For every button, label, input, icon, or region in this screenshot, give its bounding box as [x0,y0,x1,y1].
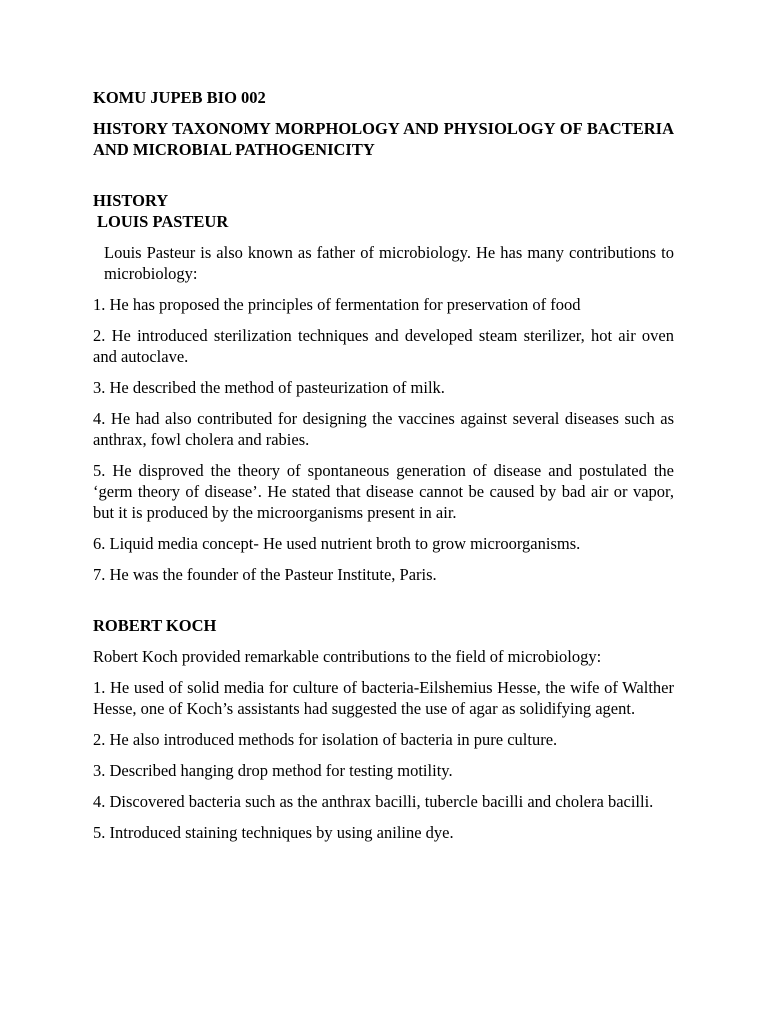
document-title: HISTORY TAXONOMY MORPHOLOGY AND PHYSIOLOGY OF BACTERIA AND MICROBIAL PATHOGENICITY [93,119,674,159]
koch-item-1: 1. He used of solid media for culture of bacteria-Eilshemius Hesse, the wife of Walther Hesse, one of Koch’s assistants had suggested the use of agar as solidifying agent. [93,678,674,718]
pasteur-item-7: 7. He was the founder of the Pasteur Institute, Paris. [93,565,437,584]
pasteur-heading: LOUIS PASTEUR [97,212,229,231]
koch-item-5: 5. Introduced staining techniques by using aniline dye. [93,823,454,842]
koch-item-3: 3. Described hanging drop method for testing motility. [93,761,453,780]
pasteur-item-3: 3. He described the method of pasteurization of milk. [93,378,445,397]
koch-intro: Robert Koch provided remarkable contributions to the field of microbiology: [93,647,602,666]
pasteur-intro: Louis Pasteur is also known as father of microbiology. He has many contributions to microbiology: [104,243,674,283]
course-code: KOMU JUPEB BIO 002 [93,88,266,107]
pasteur-item-5: 5. He disproved the theory of spontaneous generation of disease and postulated the ‘germ theory of disease’. He stated that disease cannot be caused by bad air or vapor, but it is produced by the microorganisms present in air. [93,461,674,522]
document-page [93,87,674,843]
pasteur-item-6: 6. Liquid media concept- He used nutrient broth to grow microorganisms. [93,534,581,553]
koch-item-2: 2. He also introduced methods for isolation of bacteria in pure culture. [93,730,558,749]
pasteur-item-4: 4. He had also contributed for designing the vaccines against several diseases such as anthrax, fowl cholera and rabies. [93,409,674,449]
history-heading: HISTORY [93,191,169,210]
koch-heading: ROBERT KOCH [93,616,217,635]
pasteur-item-2: 2. He introduced sterilization techniques and developed steam sterilizer, hot air oven and autoclave. [93,326,674,366]
pasteur-item-1: 1. He has proposed the principles of fermentation for preservation of food [93,295,581,314]
koch-item-4: 4. Discovered bacteria such as the anthrax bacilli, tubercle bacilli and cholera bacilli. [93,792,654,811]
